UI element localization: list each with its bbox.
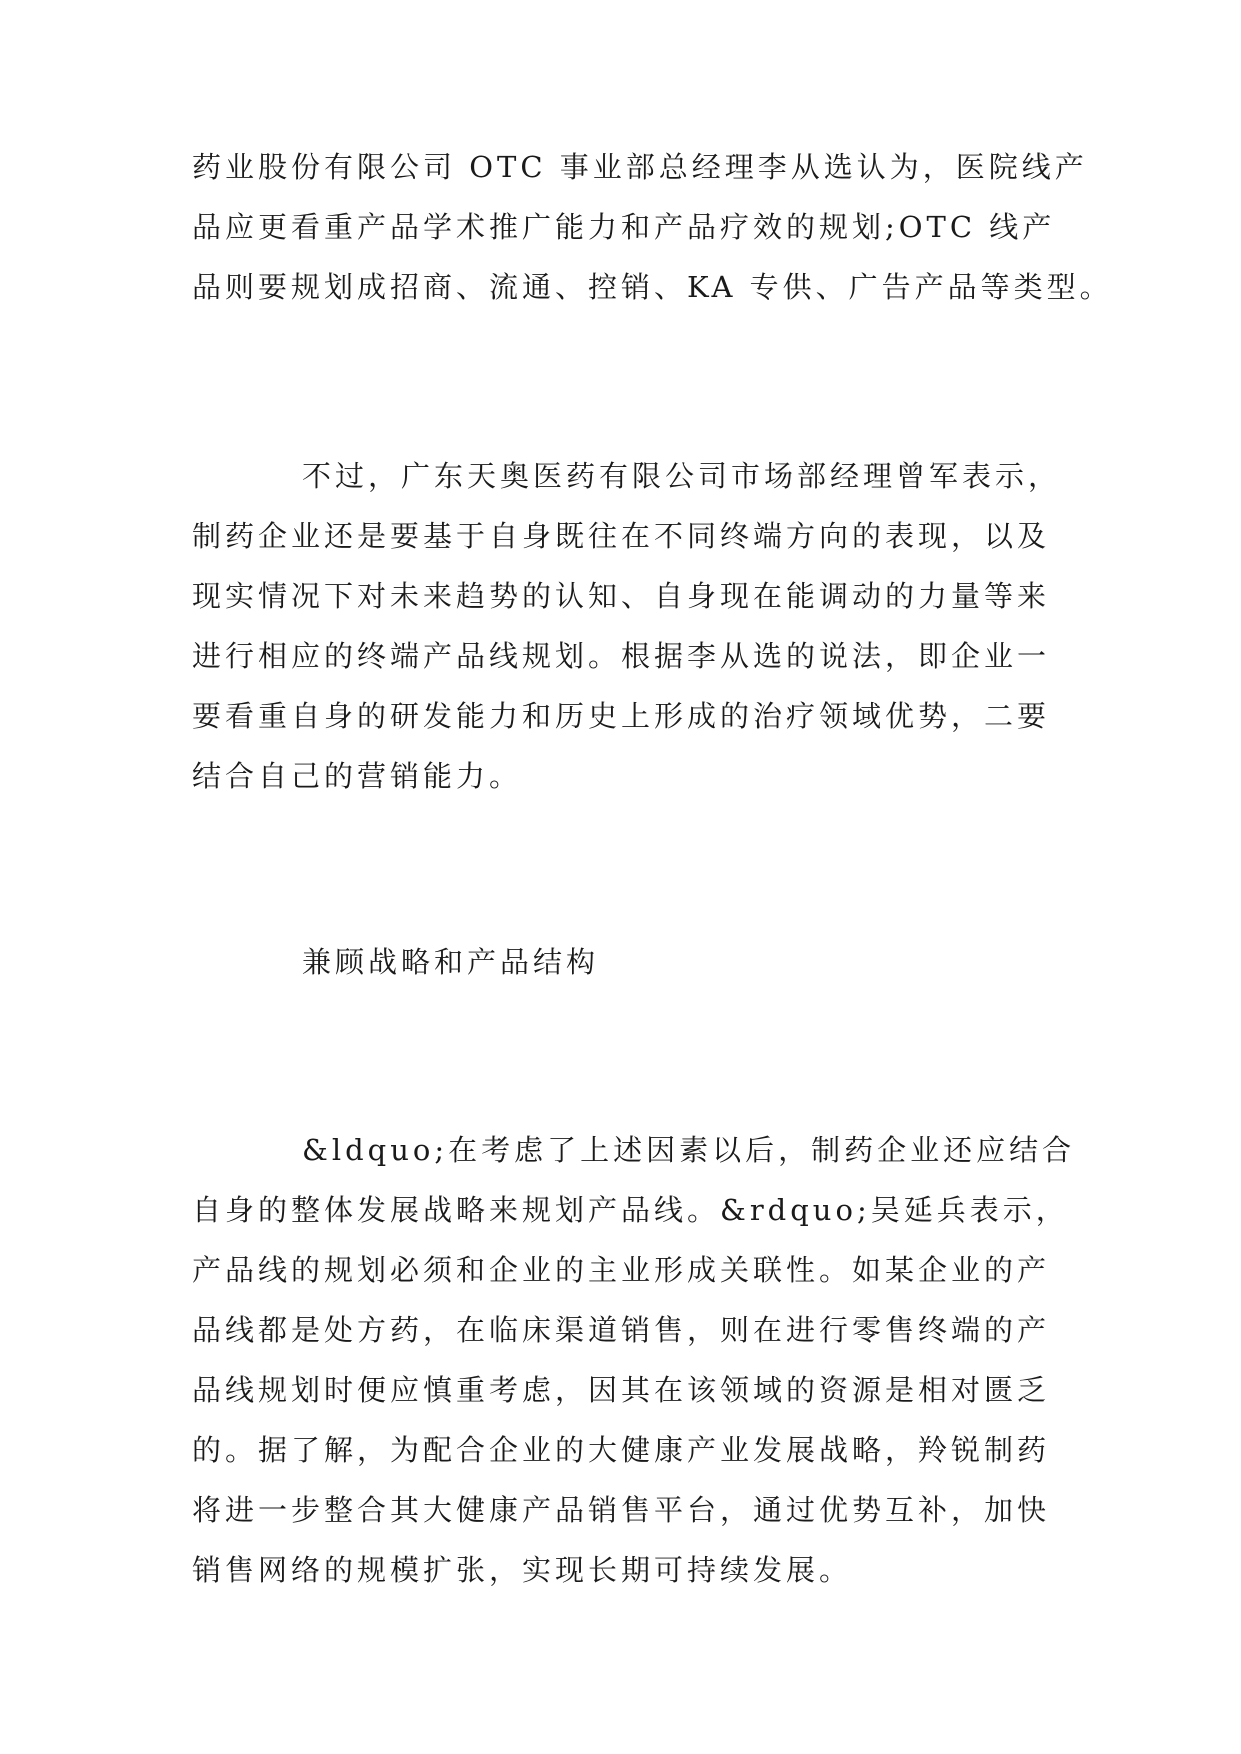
paragraph-2-line-5: 要看重自身的研发能力和历史上形成的治疗领域优势，二要 (192, 699, 1051, 733)
paragraph-3-line-2: 自身的整体发展战略来规划产品线。&rdquo;吴延兵表示， (192, 1193, 1069, 1227)
paragraph-3-line-7: 将进一步整合其大健康产品销售平台，通过优势互补，加快 (192, 1493, 1051, 1527)
paragraph-2-line-2: 制药企业还是要基于自身既往在不同终端方向的表现，以及 (192, 519, 1051, 553)
paragraph-1-line-1: 药业股份有限公司 OTC 事业部总经理李从选认为，医院线产 (192, 150, 1088, 184)
paragraph-3-line-5: 品线规划时便应慎重考虑，因其在该领域的资源是相对匮乏 (192, 1373, 1051, 1407)
paragraph-3-line-1: &ldquo;在考虑了上述因素以后，制药企业还应结合 (302, 1133, 1076, 1167)
paragraph-2-line-1: 不过，广东天奥医药有限公司市场部经理曾军表示， (302, 459, 1062, 493)
section-heading: 兼顾战略和产品结构 (302, 945, 600, 979)
paragraph-3-line-3: 产品线的规划必须和企业的主业形成关联性。如某企业的产 (192, 1253, 1051, 1287)
paragraph-1-line-2: 品应更看重产品学术推广能力和产品疗效的规划;OTC 线产 (192, 210, 1056, 244)
paragraph-2-line-3: 现实情况下对未来趋势的认知、自身现在能调动的力量等来 (192, 579, 1051, 613)
paragraph-1-line-3: 品则要规划成招商、流通、控销、KA 专供、广告产品等类型。 (192, 270, 1113, 304)
paragraph-3-line-4: 品线都是处方药，在临床渠道销售，则在进行零售终端的产 (192, 1313, 1051, 1347)
paragraph-3-line-6: 的。据了解，为配合企业的大健康产业发展战略，羚锐制药 (192, 1433, 1051, 1467)
paragraph-3-line-8: 销售网络的规模扩张，实现长期可持续发展。 (192, 1553, 853, 1587)
paragraph-2-line-4: 进行相应的终端产品线规划。根据李从选的说法，即企业一 (192, 639, 1051, 673)
paragraph-2-line-6: 结合自己的营销能力。 (192, 759, 523, 793)
